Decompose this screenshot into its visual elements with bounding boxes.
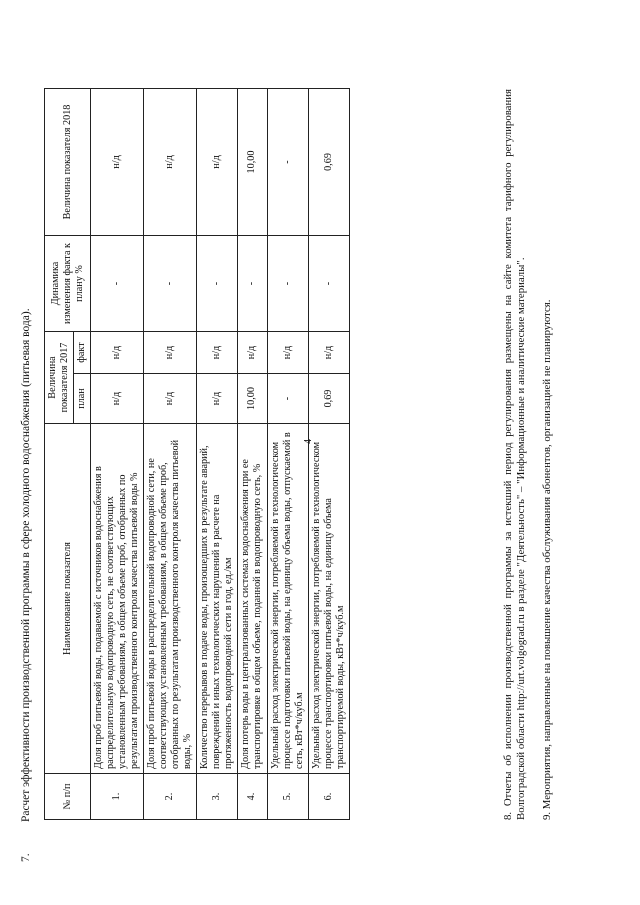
row-num: 1.	[91, 774, 144, 820]
rotated-page-content	[20, 42, 620, 862]
row-num: 2.	[144, 774, 197, 820]
row-value-2018: -	[267, 88, 308, 235]
row-value-2018: 10,00	[238, 88, 267, 235]
table-row	[144, 88, 197, 819]
row-num: 3.	[197, 774, 238, 820]
row-plan: 0,69	[308, 374, 349, 424]
row-num: 4.	[238, 774, 267, 820]
section-number: 7.	[20, 853, 32, 862]
note-8: 8. Отчеты об исполнении производственной программы за истекший период регулирования размещены на сайте комитета тарифного регулирования Волгоградской области http://urt.volgograd.ru в разделе "Деятельность" – "Информационные и аналитические материалы".	[502, 89, 528, 820]
header-value-2017: Величина показателя 2017	[45, 331, 74, 423]
row-value-2018: н/д	[144, 88, 197, 235]
row-fact: н/д	[144, 331, 197, 373]
header-num: № п/п	[45, 774, 91, 820]
row-dynamics: -	[91, 235, 144, 331]
note-9: 9. Мероприятия, направленные на повышение качества обслуживания абонентов, организацией не планируются.	[540, 299, 553, 820]
header-plan: план	[74, 374, 91, 424]
row-name: Доля потерь воды в централизованных системах водоснабжения при ее транспортировке в общем объеме, поданной в водопроводную сеть, %	[238, 424, 267, 774]
row-name: Доля проб питьевой воды в распределительной водопроводной сети, не соответствующих установленным требованиям, в общем объеме проб, отобранных по результатам производственного контроля качества питьевой воды, %	[144, 424, 197, 774]
header-name: Наименование показателя	[45, 424, 91, 774]
row-plan: н/д	[144, 374, 197, 424]
row-name: Удельный расход электрической энергии, потребляемой в технологическом процессе подготовки питьевой воды, на единицу объема воды, отпускаемой в сеть, кВт*ч/куб.м	[267, 424, 308, 774]
row-num: 6.	[308, 774, 349, 820]
header-dynamics: Динамика изменения факта к плану %	[45, 235, 91, 331]
row-name: Удельный расход электрической энергии, потребляемой в технологическом процессе транспортировки питьевой воды, на единицу объема транспортируемой воды, кВт*ч/куб.м	[308, 424, 349, 774]
row-num: 5.	[267, 774, 308, 820]
efficiency-table	[44, 88, 350, 820]
row-value-2018: н/д	[91, 88, 144, 235]
section-heading	[20, 308, 32, 862]
row-fact: н/д	[197, 331, 238, 373]
notes	[502, 89, 566, 820]
row-dynamics: -	[238, 235, 267, 331]
row-dynamics: -	[308, 235, 349, 331]
row-fact: н/д	[91, 331, 144, 373]
row-plan: 10,00	[238, 374, 267, 424]
table-header-row	[45, 88, 74, 819]
row-fact: н/д	[238, 331, 267, 373]
page-number: 4	[303, 439, 314, 444]
row-plan: н/д	[91, 374, 144, 424]
header-value-2018: Величина показателя 2018	[45, 88, 91, 235]
row-name: Доля проб питьевой воды, подаваемой с источников водоснабжения в распределительную водопроводную сеть, не соответствующих установленным требованиям, в общем объеме проб, отобранных по результатам производственного контроля качества питьевой воды %	[91, 424, 144, 774]
row-value-2018: 0,69	[308, 88, 349, 235]
row-fact: н/д	[267, 331, 308, 373]
row-plan: -	[267, 374, 308, 424]
row-fact: н/д	[308, 331, 349, 373]
table-row	[238, 88, 267, 819]
row-name: Количество перерывов в подаче воды, произошедших в результате аварий, повреждений и иных технологических нарушений в расчете на протяженность водопроводной сети в год, ед./км	[197, 424, 238, 774]
row-plan: н/д	[197, 374, 238, 424]
header-fact: факт	[74, 331, 91, 373]
row-dynamics: -	[267, 235, 308, 331]
table-row	[91, 88, 144, 819]
table-row	[308, 88, 349, 819]
table-row	[197, 88, 238, 819]
row-value-2018: н/д	[197, 88, 238, 235]
row-dynamics: -	[144, 235, 197, 331]
section-title: Расчет эффективности производственной программы в сфере холодного водоснабжения (питьевая вода).	[20, 308, 32, 822]
row-dynamics: -	[197, 235, 238, 331]
table-row	[267, 88, 308, 819]
